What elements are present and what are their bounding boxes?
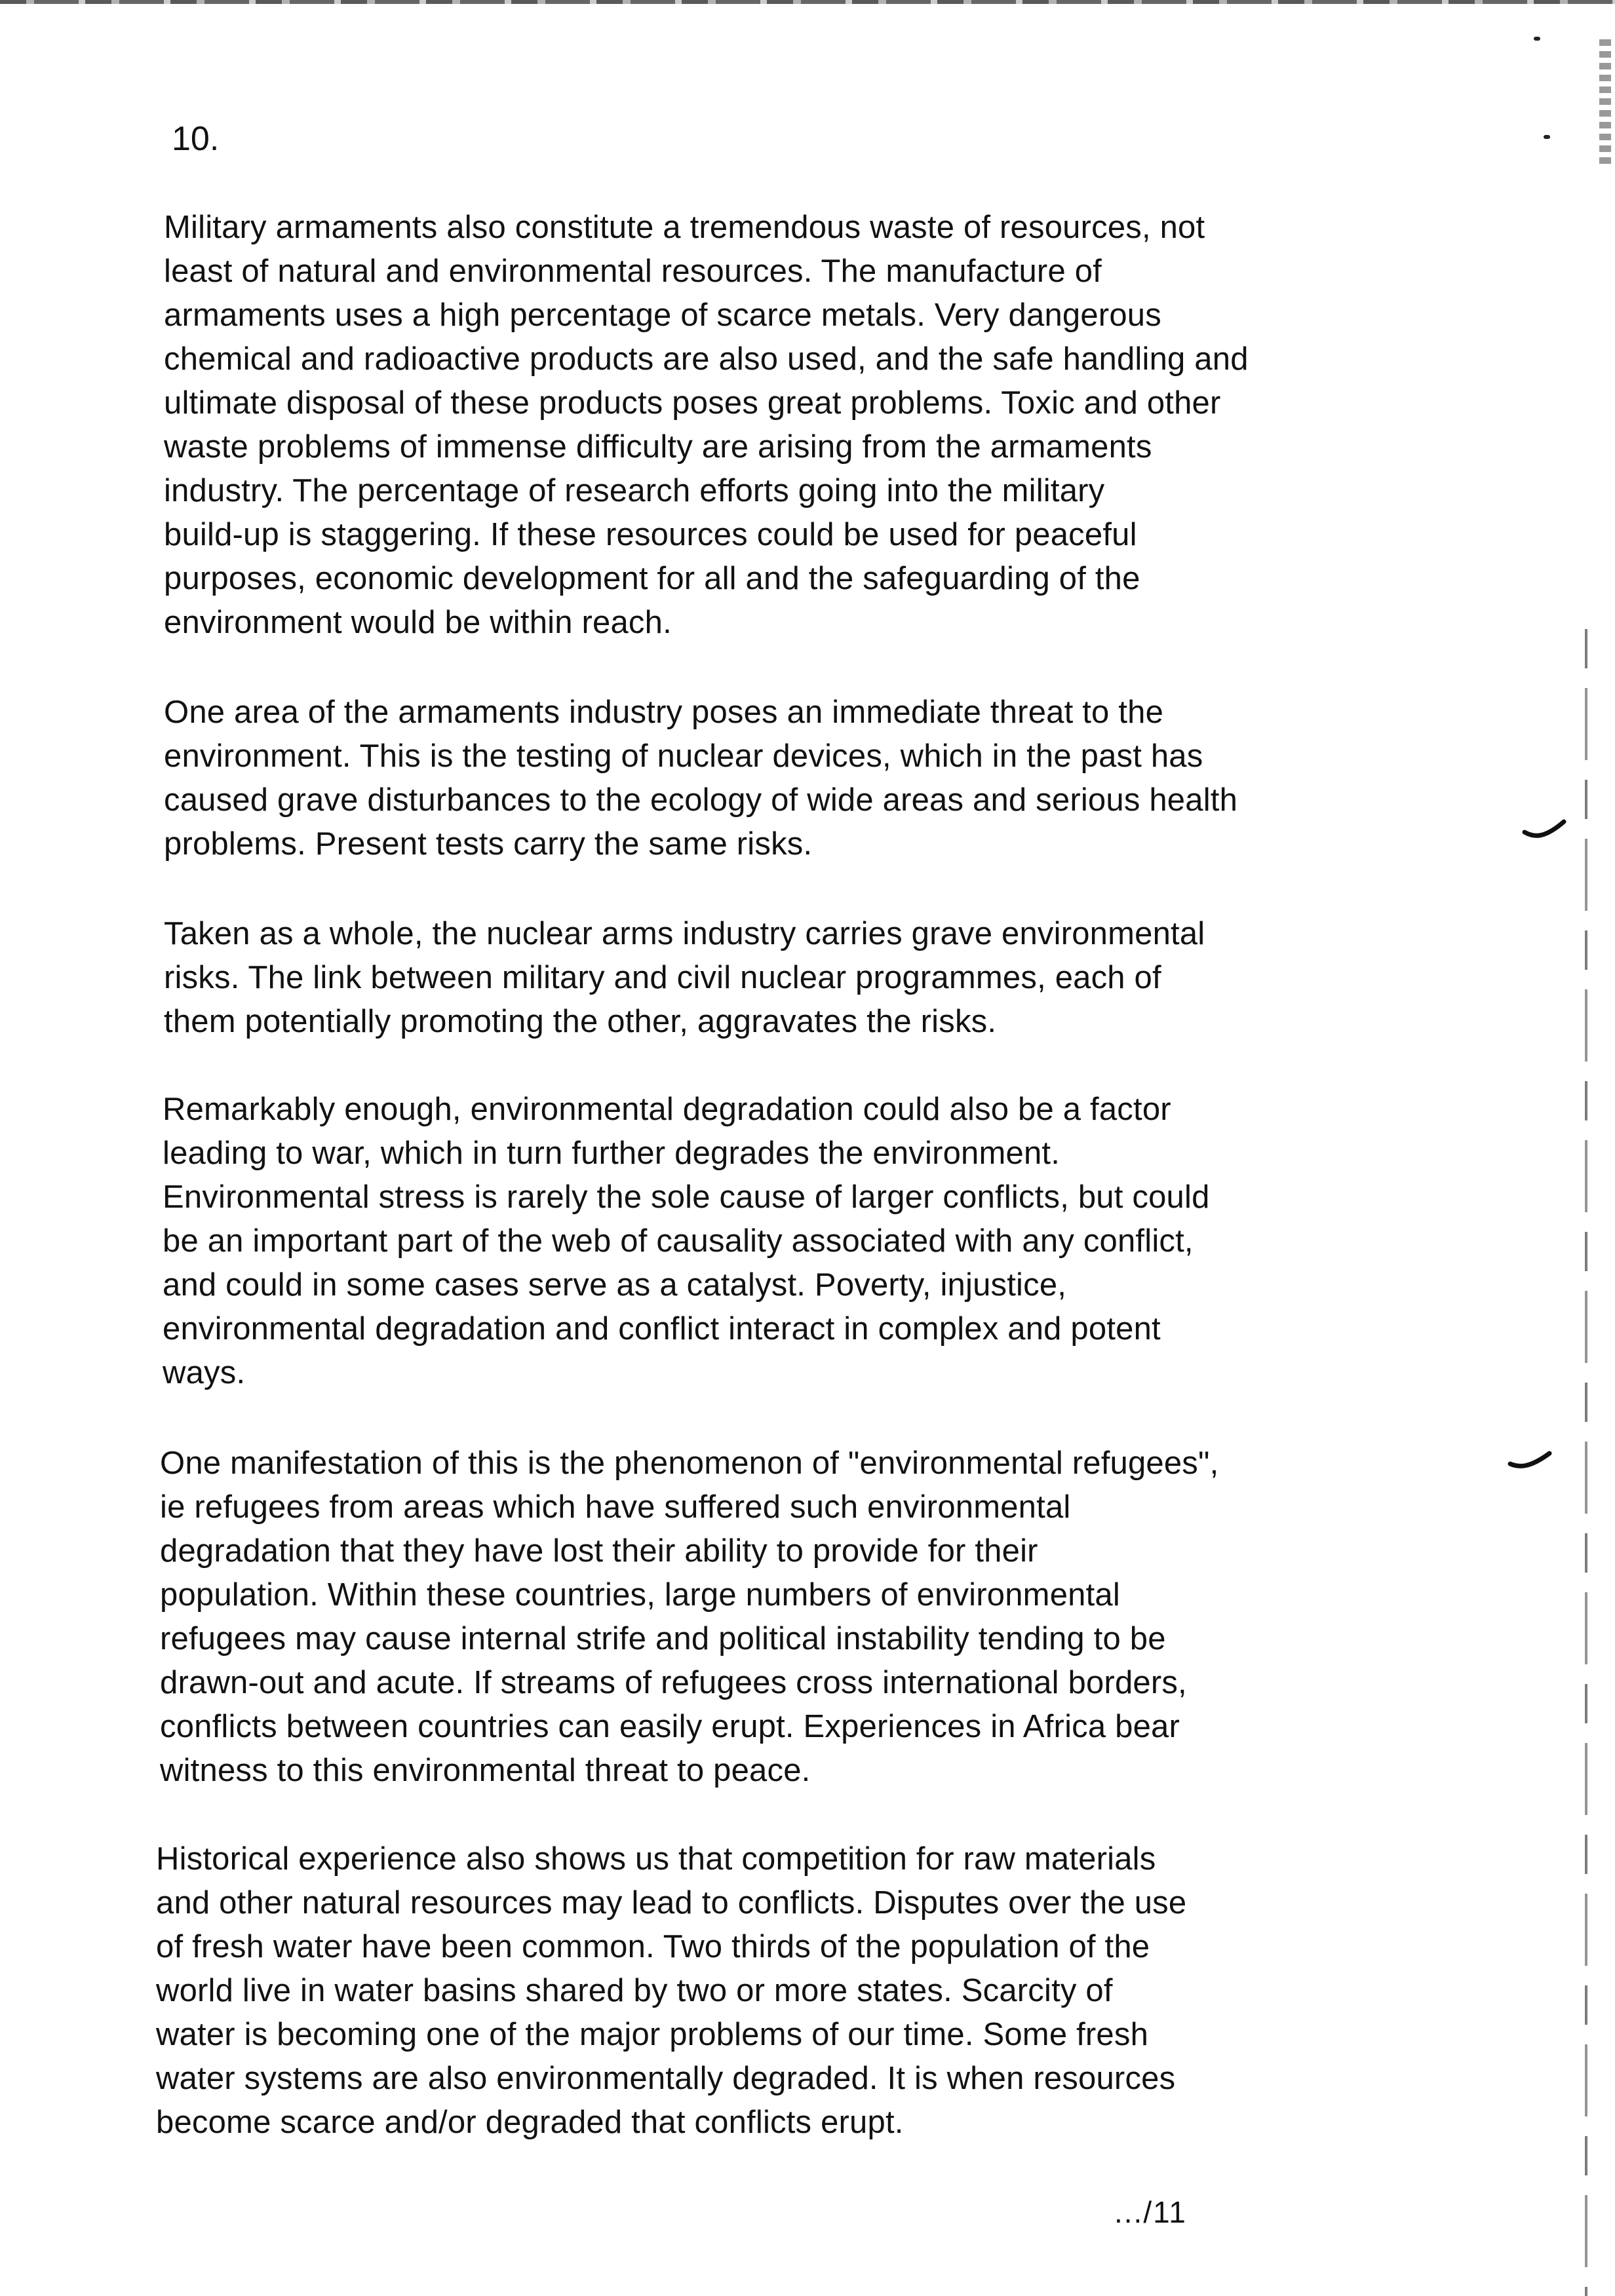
- text-line: One manifestation of this is the phenomenon of "environmental refugees",: [160, 1445, 1219, 1481]
- check-mark-icon: [1508, 1448, 1553, 1474]
- text-line: Taken as a whole, the nuclear arms industry carries grave environmental: [164, 916, 1205, 951]
- text-line: ie refugees from areas which have suffered such environmental: [160, 1489, 1071, 1525]
- paragraph-environmental-refugees: [160, 1442, 1340, 1793]
- text-line: least of natural and environmental resources. The manufacture of: [164, 254, 1102, 289]
- text-line: and could in some cases serve as a catalyst. Poverty, injustice,: [163, 1267, 1067, 1303]
- text-line: water systems are also environmentally degraded. It is when resources: [156, 2061, 1176, 2096]
- paragraph-nuclear-testing: [164, 691, 1344, 866]
- text-line: chemical and radioactive products are also used, and the safe handling and: [164, 341, 1249, 377]
- text-line: Military armaments also constitute a tremendous waste of resources, not: [164, 210, 1205, 245]
- paragraph-nuclear-arms-industry: [164, 912, 1344, 1044]
- text-line: population. Within these countries, large numbers of environmental: [160, 1577, 1120, 1613]
- text-line: One area of the armaments industry poses an immediate threat to the: [164, 695, 1164, 730]
- scan-edge-artifact: [0, 0, 1615, 4]
- text-line: and other natural resources may lead to conflicts. Disputes over the use: [156, 1885, 1187, 1921]
- continuation-marker: .../11: [1114, 2195, 1187, 2229]
- text-line: industry. The percentage of research efforts going into the military: [164, 473, 1105, 508]
- text-line: them potentially promoting the other, aggravates the risks.: [164, 1004, 997, 1039]
- text-line: leading to war, which in turn further degrades the environment.: [163, 1136, 1060, 1171]
- text-line: drawn-out and acute. If streams of refugees cross international borders,: [160, 1665, 1187, 1700]
- text-line: Remarkably enough, environmental degradation could also be a factor: [163, 1092, 1171, 1127]
- text-line: Historical experience also shows us that competition for raw materials: [156, 1841, 1156, 1877]
- paragraph-military-armaments: [164, 206, 1344, 645]
- text-line: Environmental stress is rarely the sole cause of larger conflicts, but could: [163, 1179, 1210, 1215]
- text-line: caused grave disturbances to the ecology of wide areas and serious health: [164, 782, 1238, 818]
- scan-edge-artifact: [1599, 39, 1611, 164]
- text-line: refugees may cause internal strife and political instability tending to be: [160, 1621, 1166, 1656]
- paragraph-resource-competition: [156, 1837, 1336, 2145]
- text-line: problems. Present tests carry the same risks.: [164, 826, 813, 862]
- text-line: become scarce and/or degraded that conflicts erupt.: [156, 2105, 904, 2140]
- text-line: environmental degradation and conflict interact in complex and potent: [163, 1311, 1161, 1347]
- text-line: environment would be within reach.: [164, 605, 672, 640]
- text-line: ways.: [163, 1355, 246, 1390]
- text-line: purposes, economic development for all and the safeguarding of the: [164, 561, 1140, 596]
- check-mark-icon: [1522, 818, 1568, 844]
- page-number: 10.: [172, 120, 220, 158]
- text-line: degradation that they have lost their ability to provide for their: [160, 1533, 1038, 1569]
- scan-speck: [1534, 37, 1540, 41]
- text-line: ultimate disposal of these products poses great problems. Toxic and other: [164, 385, 1221, 421]
- text-line: waste problems of immense difficulty are arising from the armaments: [164, 429, 1152, 465]
- scan-speck: [1544, 135, 1550, 139]
- text-line: witness to this environmental threat to peace.: [160, 1753, 811, 1788]
- text-line: be an important part of the web of causality associated with any conflict,: [163, 1223, 1194, 1259]
- paragraph-environmental-degradation: [163, 1088, 1342, 1395]
- text-line: environment. This is the testing of nuclear devices, which in the past has: [164, 738, 1203, 774]
- text-line: conflicts between countries can easily erupt. Experiences in Africa bear: [160, 1709, 1180, 1744]
- text-line: build-up is staggering. If these resources could be used for peaceful: [164, 517, 1137, 552]
- text-line: of fresh water have been common. Two thirds of the population of the: [156, 1929, 1150, 1964]
- text-line: armaments uses a high percentage of scarce metals. Very dangerous: [164, 297, 1161, 333]
- scan-edge-artifact: [1585, 629, 1587, 2296]
- text-line: risks. The link between military and civil nuclear programmes, each of: [164, 960, 1161, 995]
- text-line: water is becoming one of the major problems of our time. Some fresh: [156, 2017, 1149, 2052]
- text-line: world live in water basins shared by two or more states. Scarcity of: [156, 1973, 1113, 2008]
